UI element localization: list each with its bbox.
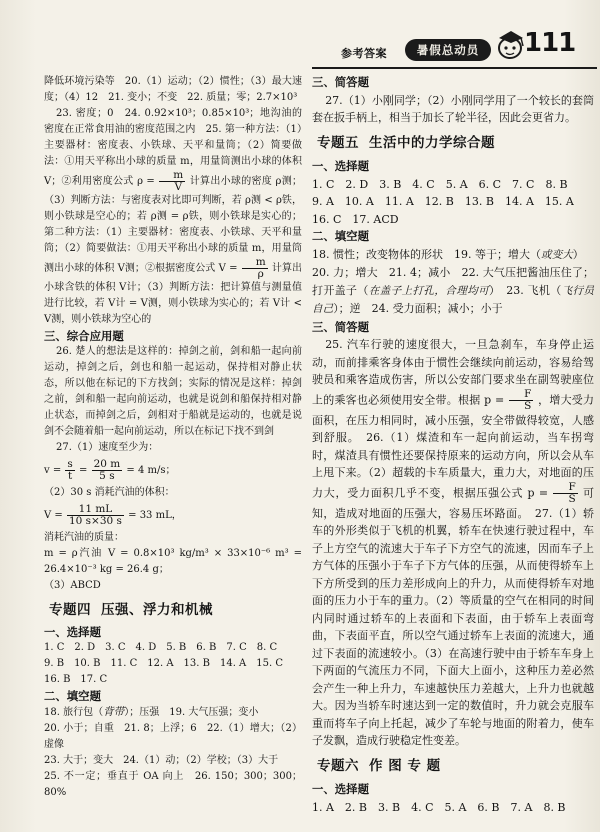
- answer-text: 23. 密度；0 24. 0.92×10³；0.85×10³；地沟油的密度在正常食用油的密度范围之内 25. 第一种方法：（1）主要器材：密度表、小铁球、天平和量筒；（2）简要做法：①用天平称出小球的质量 m，用量筒测出小球的体积 V；②利用密度公式 ρ = $\frac{m}{V}$ 计算出小球的密度 ρ测；（3）判断方法：与密度表对比即可判断，若 ρ测 < ρ铁，则小铁球是空心的；若 ρ测 = ρ铁，则小铁球是实心的；第二种方法：（1）主要器材：密度表、小铁球、天平和量筒；（2）简要做法：①用天平称出小球的质量 m，用量筒测出小球的体积 V测；②根据密度公式 V = $\frac{m}{\rho}$ 计算出小球含铁的体积 V计；（3）判断方法：把计算值与测量值进行比较，若 V计 = V测，则小铁球为实心的；若 V计 < V测，则小铁球为空心的: [44, 108, 303, 325]
- answer-text: （3）ABCD: [44, 580, 101, 591]
- section-heading: 一、选择题: [312, 782, 369, 796]
- answer-text: （2）30 s 消耗汽油的体积：: [44, 487, 175, 498]
- answer-text: 26. 楚人的想法是这样的：掉剑之前，剑和船一起向前运动，掉剑之后，剑也和船一起运动，保持相对静止状态，所以他在标记的下方找剑；实际的情况是这样：掉剑之前，剑和船一起向前运动，也就是说剑和船保持相对静止状态，而掉剑之后，剑相对于船就是运动的，也就是说剑不会随着船一起向前运动，所以在标记下找不到剑: [44, 346, 302, 437]
- section-heading: 二、填空题: [44, 689, 101, 703]
- section-heading: 一、选择题: [312, 159, 369, 173]
- header-label: 参考答案: [341, 47, 387, 60]
- choice-answers: 1. C 2. D 3. B 4. C 5. A 6. C 7. C 8. B: [312, 177, 568, 191]
- fill-answers: 20. 力；增大 21. 4；减小 22. 大气压把酱油压住了；打开盖子（在盖子上打孔，合理均可） 23. 飞机（飞行员自己）；逆 24. 受力面积；减小；小于: [312, 266, 595, 315]
- choice-answers: 9. B 10. B 11. C 12. A 13. B 14. A 15. C: [44, 658, 284, 669]
- series-badge: 暑假总动员: [405, 39, 491, 61]
- answer-text: 27.（1）速度至少为：: [56, 442, 159, 453]
- left-column: [44, 74, 302, 801]
- fraction: $\frac{m}{\rho}$: [242, 257, 268, 280]
- fill-answers: 25. 不一定；垂直于 OA 向上 26. 150；300；300；80%: [44, 771, 302, 798]
- chapter-title: 专题五 生活中的力学综合题: [317, 134, 495, 151]
- page-number: 111: [524, 28, 576, 58]
- header-rule: [312, 67, 597, 69]
- choice-answers: 16. C 17. ACD: [312, 212, 399, 226]
- answer-text: 降低环境污染等 20.（1）运动；（2）惯性；（3）最大速度；（4）12 21. 变小；不变 22. 质量；零；2.7×10³: [44, 76, 302, 103]
- section-heading: 三、简答题: [312, 75, 369, 89]
- answer-text: 25. 汽车行驶的速度很大，一旦急刹车，车身停止运动，而前排乘客身体由于惯性会继续向前运动，容易给驾驶员和乘客造成伤害，所以公安部门要求坐在副驾驶座位上的乘客也必须使用安全带。根据 p = $\frac{F}{S}$ ，增大受力面积，在压力相同时，减小压强，安全带做得较宽，人感到舒服。 26.（1）煤渣和车一起向前运动，当车拐弯时，煤渣具有惯性还要保持原来的运动方向，所以会从车上甩下来。（2）超载的卡车质量大，重力大，对地面的压力大，受力面积几乎不变，根据压强公式 p = $\frac{F}{S}$ 可知，造成对地面的压强大，容易压坏路面。 27.（1）轿车的外形类似于飞机的机翼，轿车在快速行驶过程中，车子上方空气的流速大于车子下方空气的流速，因而车子上方气体的压强小于车子下方气体的压强，从而使得轿车上下方所受到的压力差形成向上的升力，从而使得轿车对地面的压力小于车的重力。（2）等质量的空气在相同的时间内同时通过轿车的上表面和下表面，由于轿车上表面弯曲，下表面平直，所以空气通过轿车上表面的流速大，通过下表面的流速较小。（3）在高速行驶中由于轿车车身上下两面的气流压力不同，下面大上面小，这种压力差必然会产生一种上升力，车速越快压力差越大，上升力也就越大。因为当轿车时速达到一定的数值时，升力就会克服车重而将车子向上托起，减少了车轮与地面的附着力，使车子发飘，造成行驶稳定性变差。: [312, 338, 595, 747]
- chapter-title: 专题六 作 图 专 题: [317, 757, 441, 774]
- fraction: $\frac{m}{V}$: [159, 170, 185, 193]
- equation: V = $\frac{11 mL}{10 s\times 30 s}$ = 33 mL，: [44, 503, 182, 527]
- student-mascot-icon: [494, 22, 528, 62]
- page-header: [0, 10, 600, 66]
- right-column: [312, 74, 594, 816]
- fill-answers: 18. 旅行包（背带）；压强 19. 大气压强；变小: [44, 706, 259, 718]
- choice-answers: 1. A 2. B 3. B 4. C 5. A 6. B 7. A 8. B: [312, 800, 566, 814]
- equation: v = $\frac{s}{t}$ = $\frac{20 m}{5 s}$ = 4 m/s；: [44, 458, 176, 482]
- fill-answers: 20. 小于；自重 21. 8；上浮；6 22.（1）增大；（2）虚像: [44, 723, 302, 750]
- section-heading: 一、选择题: [44, 625, 101, 639]
- fill-answers: 18. 惯性；改变物体的形状 19. 等于；增大（或变大）: [312, 247, 584, 261]
- section-heading: 三、简答题: [312, 319, 369, 334]
- choice-answers: 16. B 17. C: [44, 674, 108, 685]
- chapter-title: 专题四 压强、浮力和机械: [49, 602, 213, 618]
- choice-answers: 1. C 2. D 3. C 4. D 5. B 6. B 7. C 8. C: [44, 642, 278, 653]
- section-heading: 二、填空题: [312, 229, 369, 243]
- fraction: $\frac{F}{S}$: [553, 482, 577, 505]
- answer-text: m = ρ汽油 V = 0.8×10³ kg/m³ × 33×10⁻⁶ m³ = 26.4×10⁻³ kg = 26.4 g；: [44, 548, 302, 575]
- fill-answers: 23. 大于；变大 24.（1）动；（2）学校；（3）大于: [44, 755, 279, 766]
- answer-text: 消耗汽油的质量：: [44, 532, 124, 543]
- choice-answers: 9. A 10. A 11. A 12. B 13. B 14. A 15. A: [312, 195, 574, 208]
- section-heading: 三、综合应用题: [44, 329, 124, 343]
- fraction: $\frac{F}{S}$: [509, 389, 533, 412]
- answer-text: 27.（1）小刚同学；（2）小刚同学用了一个较长的套筒套在扳手柄上，相当于加长了轮半径，因此会更省力。: [312, 93, 594, 124]
